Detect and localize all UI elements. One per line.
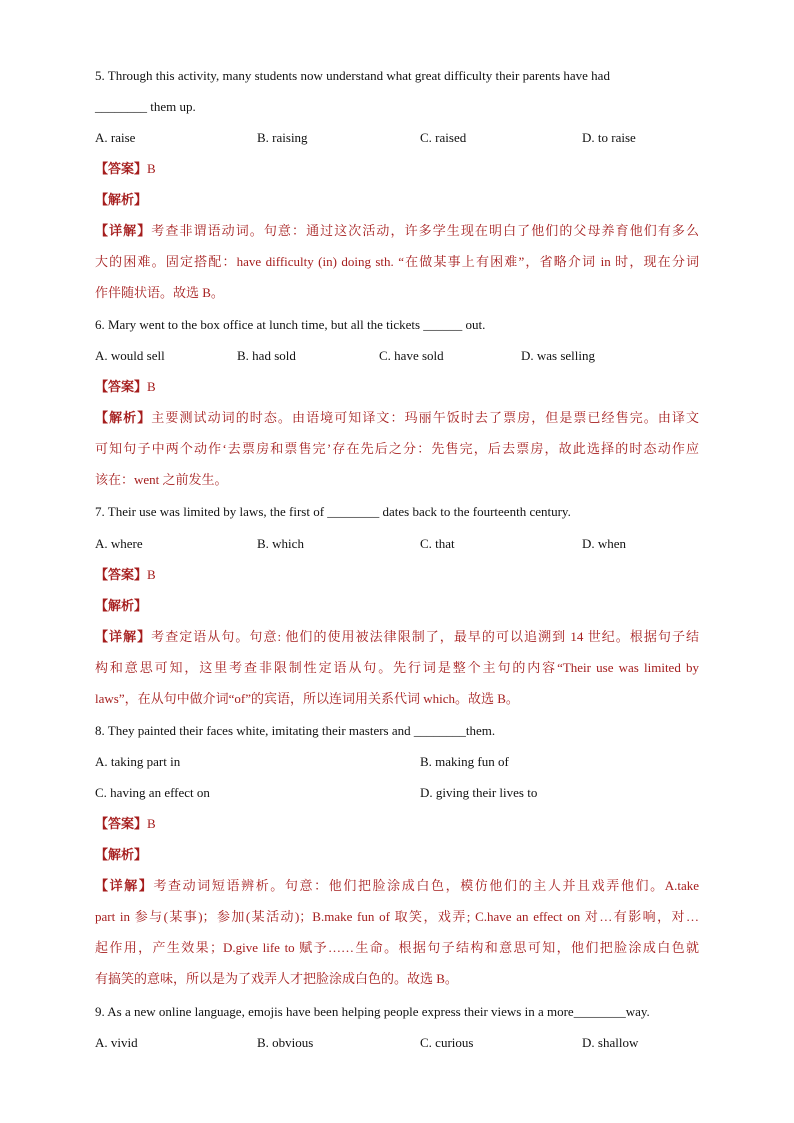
q5-detail-line1: 【详解】考查非谓语动词。句意：通过这次活动，许多学生现在明白了他们的父母养育他们有多么 (95, 223, 699, 238)
q5-stem-line2: ________ them up. (95, 99, 196, 114)
q6-option-d: D. was selling (521, 348, 596, 363)
q7-analysis-tag: 【解析】 (95, 598, 148, 613)
q8-answer-tag: 【答案】 (95, 816, 148, 831)
q8-answer (95, 814, 699, 834)
q5-stem-line1: 5. Through this activity, many students now understand what great difficulty their parents have had (95, 68, 610, 83)
q7-option-b: B. which (257, 536, 304, 551)
q5-answer-tag: 【答案】 (95, 161, 148, 176)
q8-option-c: C. having an effect on (95, 785, 210, 800)
q5-option-a: A. raise (95, 130, 136, 145)
q9-option-b: B. obvious (257, 1035, 314, 1050)
q8-option-a: A. taking part in (95, 754, 181, 769)
q5-option-b: B. raising (257, 130, 308, 145)
q7-answer-value: B (147, 567, 156, 582)
q7-answer-tag: 【答案】 (95, 567, 148, 582)
q6-stem-line1: 6. Mary went to the box office at lunch time, but all the tickets ______ out. (95, 317, 486, 332)
q7-detail-line1: 【详解】考查定语从句。句意: 他们的使用被法律限制了，最早的可以追溯到 14 世纪。根据句子结 (95, 629, 699, 644)
q6-analysis-line2: 可知句子中两个动作‘去票房和票售完’存在先后之分：先售完，后去票房，故此选择的时态动作应 (95, 441, 699, 456)
q8-option-d: D. giving their lives to (420, 785, 538, 800)
q9-option-a: A. vivid (95, 1035, 138, 1050)
q5-option-d: D. to raise (582, 130, 636, 145)
q6-answer (95, 377, 699, 397)
q8-answer-value: B (147, 816, 156, 831)
q6-analysis-line3: 该在：went 之前发生。 (95, 472, 228, 487)
q6-option-a: A. would sell (95, 348, 165, 363)
q6-option-c: C. have sold (379, 348, 444, 363)
q6-answer-value: B (147, 379, 156, 394)
q6-option-b: B. had sold (237, 348, 296, 363)
q5-answer (95, 159, 699, 179)
q8-analysis-tag: 【解析】 (95, 847, 148, 862)
q5-detail-line2: 大的困难。固定搭配：have difficulty (in) doing sth. “在做某事上有困难”，省略介词 in 时，现在分词 (95, 254, 699, 269)
q5-answer-value: B (147, 161, 156, 176)
q9-stem-line1: 9. As a new online language, emojis have been helping people express their views in a more________way. (95, 1004, 650, 1019)
q7-option-a: A. where (95, 536, 143, 551)
q9-option-c: C. curious (420, 1035, 474, 1050)
q7-option-c: C. that (420, 536, 455, 551)
q7-detail-line2: 构和意思可知，这里考查非限制性定语从句。先行词是整个主句的内容“Their use was limited by (95, 660, 699, 675)
q5-option-c: C. raised (420, 130, 467, 145)
q8-detail-line4: 有搞笑的意味，所以是为了戏弄人才把脸涂成白色的。故选 B。 (95, 971, 458, 986)
q7-stem-line1: 7. Their use was limited by laws, the first of ________ dates back to the fourteenth century. (95, 504, 571, 519)
q7-option-d: D. when (582, 536, 627, 551)
q7-detail-line3: laws”，在从句中做介词“of”的宾语，所以连词用关系代词 which。故选 B。 (95, 691, 519, 706)
q9-option-d: D. shallow (582, 1035, 639, 1050)
q6-analysis-line1: 【解析】主要测试动词的时态。由语境可知译文：玛丽午饭时去了票房，但是票已经售完。由译文 (95, 410, 699, 425)
q7-answer (95, 565, 699, 585)
q8-stem-line1: 8. They painted their faces white, imitating their masters and ________them. (95, 723, 496, 738)
q5-detail-line3: 作伴随状语。故选 B。 (95, 285, 224, 300)
q8-detail-line3: 起作用，产生效果；D.give life to 赋予……生命。根据句子结构和意思可知，他们把脸涂成白色就 (95, 940, 699, 955)
q8-option-b: B. making fun of (420, 754, 509, 769)
q6-answer-tag: 【答案】 (95, 379, 148, 394)
q5-analysis-tag: 【解析】 (95, 192, 148, 207)
q8-detail-line2: part in 参与(某事)；参加(某活动)；B.make fun of 取笑，戏弄; C.have an effect on 对…有影响，对… (95, 909, 699, 924)
q8-detail-line1: 【详解】考查动词短语辨析。句意：他们把脸涂成白色，模仿他们的主人并且戏弄他们。A.take (95, 878, 699, 893)
